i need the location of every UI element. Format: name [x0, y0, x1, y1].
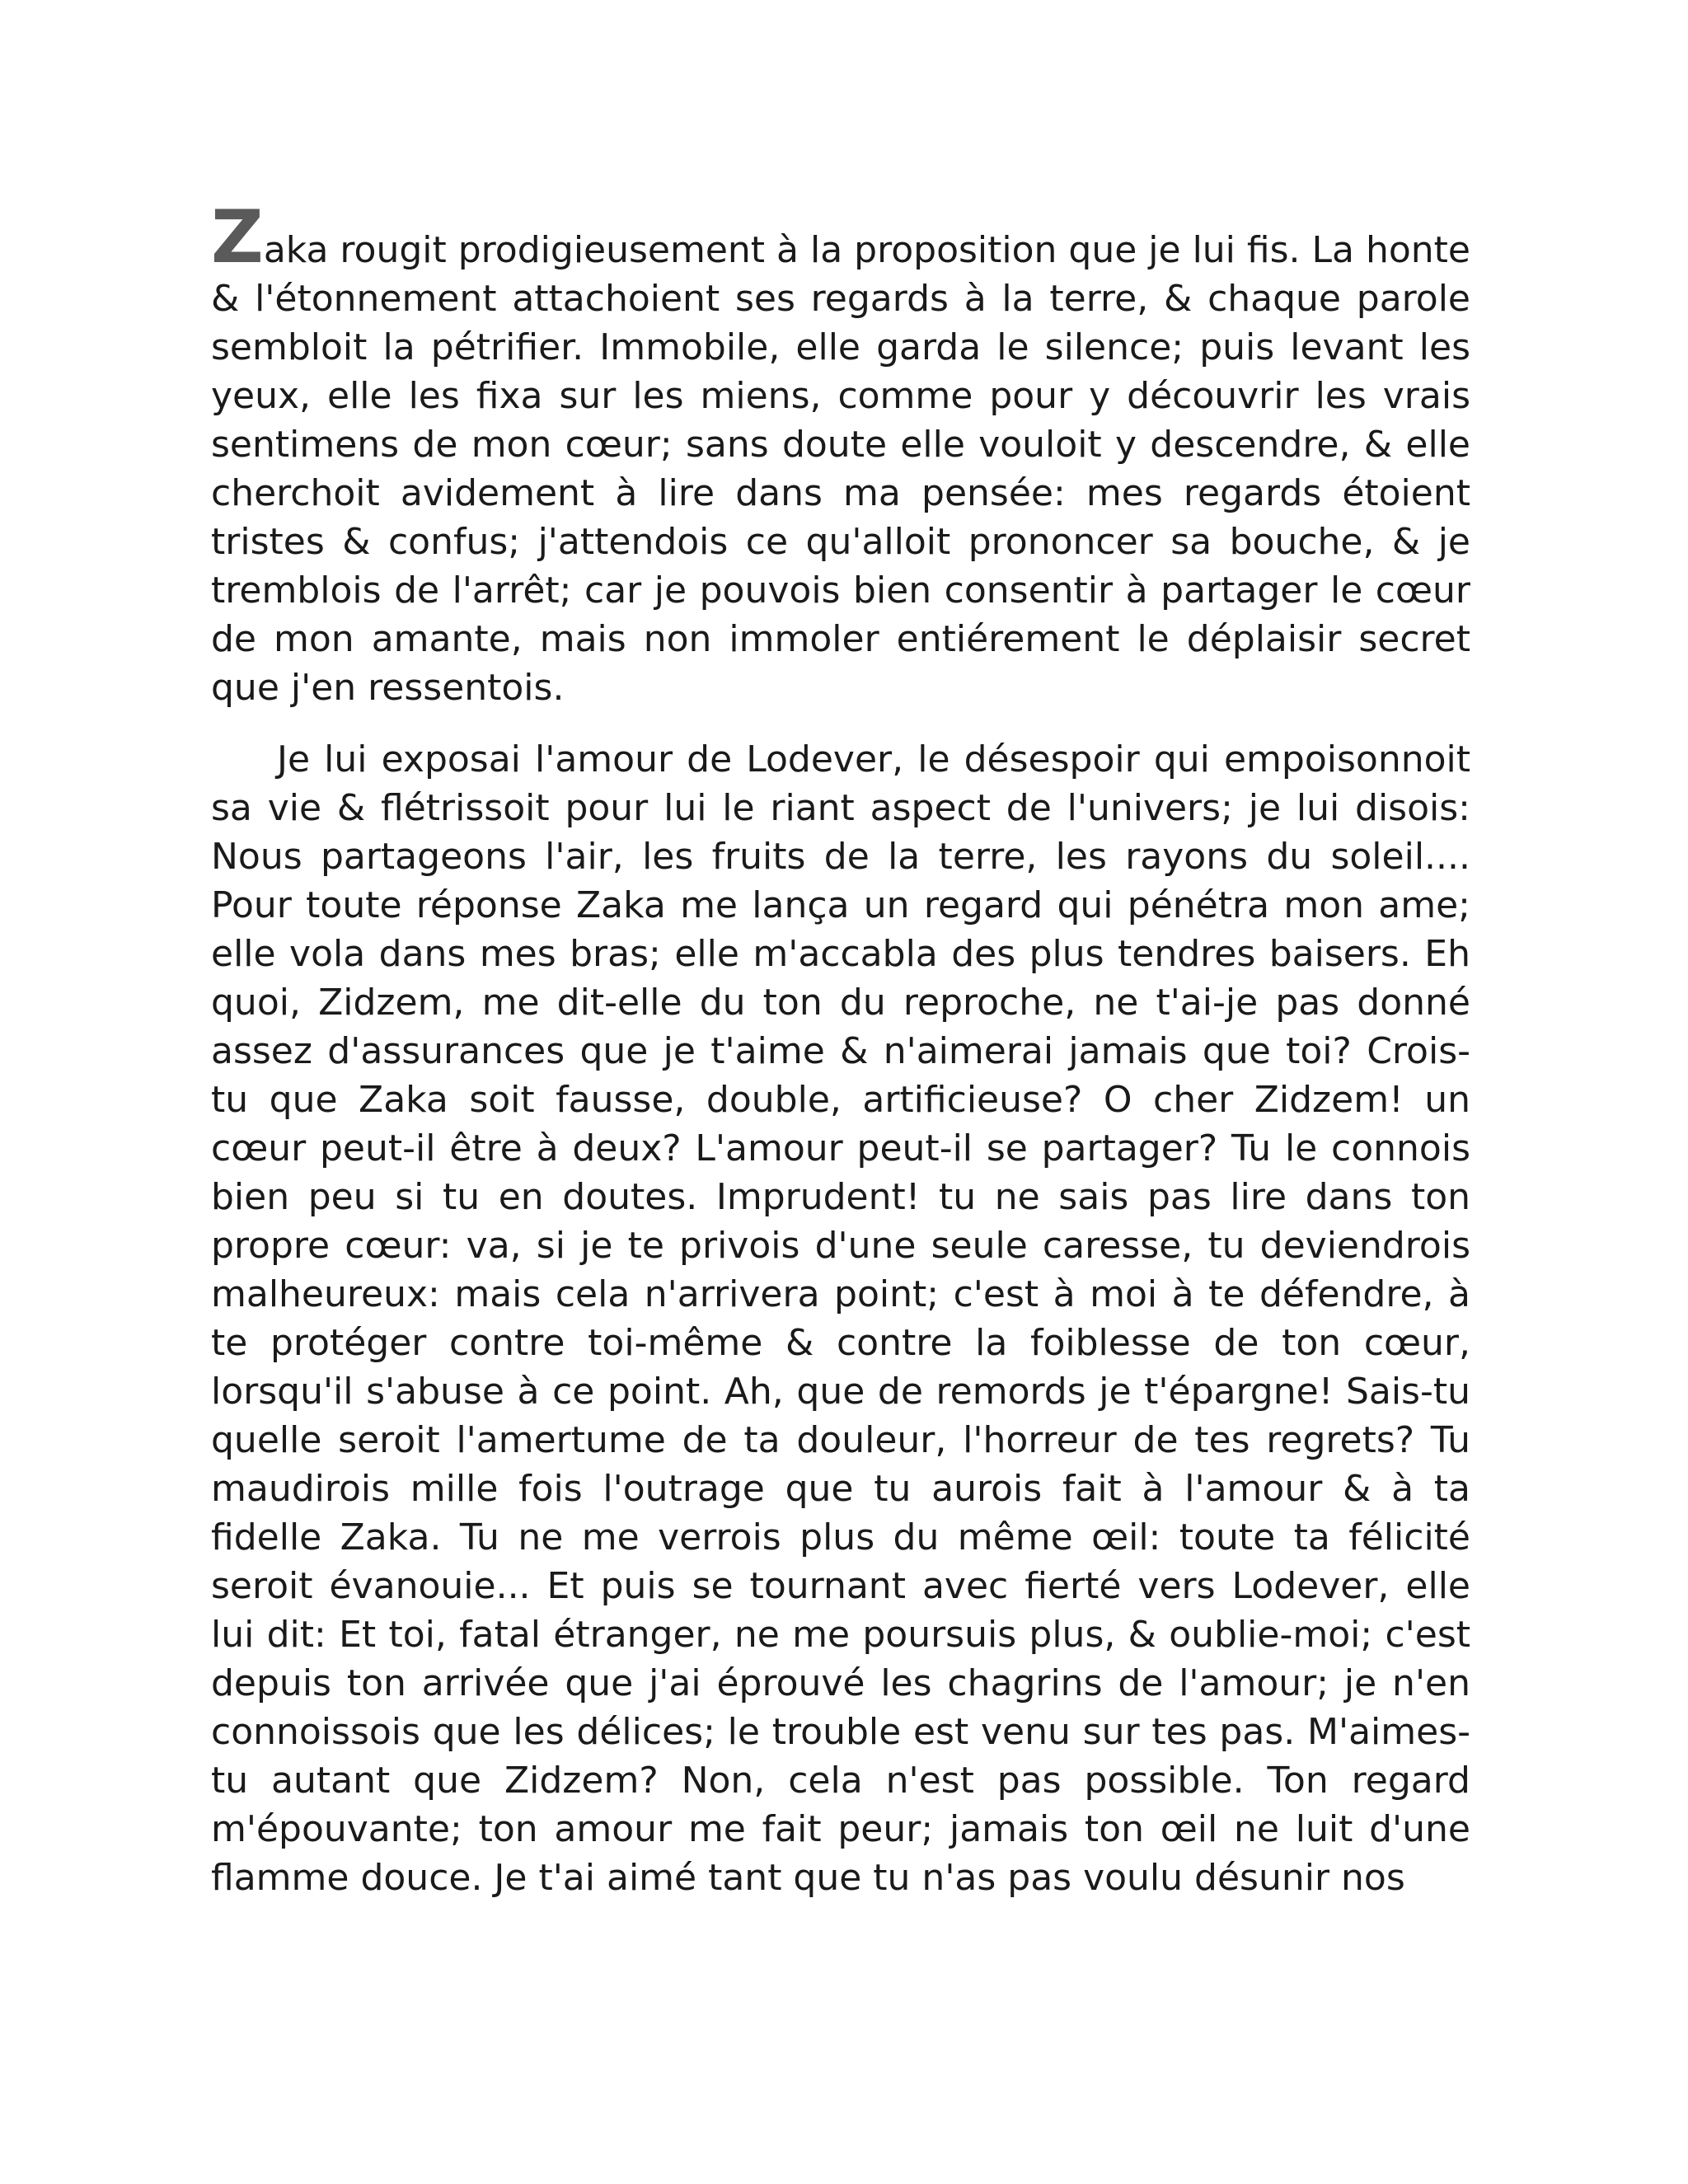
paragraph-2 — [211, 735, 1470, 1902]
paragraph-1 — [211, 194, 1470, 712]
page-body — [211, 194, 1470, 1902]
drop-cap: Z — [211, 194, 264, 279]
paragraph-2-text: Je lui exposai l'amour de Lodever, le désespoir qui empoisonnoit sa vie & flétrissoit pour lui le riant aspect de l'univers; je lui disois: Nous partageons l'air, les fruits de la terre, les rayons du soleil.... Pour toute réponse Zaka me lança un regard qui pénétra mon ame; elle vola dans mes bras; elle m'accabla des plus tendres baisers. Eh quoi, Zidzem, me dit-elle du ton du reproche, ne t'ai-je pas donné assez d'assurances que je t'aime & n'aimerai jamais que toi? Crois-tu que Zaka soit fausse, double, artificieuse? O cher Zidzem! un cœur peut-il être à deux? L'amour peut-il se partager? Tu le connois bien peu si tu en doutes. Imprudent! tu ne sais pas lire dans ton propre cœur: va, si je te privois d'une seule caresse, tu deviendrois malheureux: mais cela n'arrivera point; c'est à moi à te défendre, à te protéger contre toi-même & contre la foiblesse de ton cœur, lorsqu'il s'abuse à ce point. Ah, que de remords je t'épargne! Sais-tu quelle seroit l'amertume de ta douleur, l'horreur de tes regrets? Tu maudirois mille fois l'outrage que tu aurois fait à l'amour & à ta fidelle Zaka. Tu ne me verrois plus du même œil: toute ta félicité seroit évanouie... Et puis se tournant avec fierté vers Lodever, elle lui dit: Et toi, fatal étranger, ne me poursuis plus, & oublie-moi; c'est depuis ton arrivée que j'ai éprouvé les chagrins de l'amour; je n'en connoissois que les délices; le trouble est venu sur tes pas. M'aimes-tu autant que Zidzem? Non, cela n'est pas possible. Ton regard m'épouvante; ton amour me fait peur; jamais ton œil ne luit d'une flamme douce. Je t'ai aimé tant que tu n'as pas voulu désunir nos — [211, 738, 1470, 1899]
paragraph-1-text: aka rougit prodigieusement à la proposition que je lui fis. La honte & l'étonnement attachoient ses regards à la terre, & chaque parole sembloit la pétrifier. Immobile, elle garda le silence; puis levant les yeux, elle les fixa sur les miens, comme pour y découvrir les vrais sentimens de mon cœur; sans doute elle vouloit y descendre, & elle cherchoit avidement à lire dans ma pensée: mes regards étoient tristes & confus; j'attendois ce qu'alloit prononcer sa bouche, & je tremblois de l'arrêt; car je pouvois bien consentir à partager le cœur de mon amante, mais non immoler entiérement le déplaisir secret que j'en ressentois. — [211, 229, 1470, 709]
